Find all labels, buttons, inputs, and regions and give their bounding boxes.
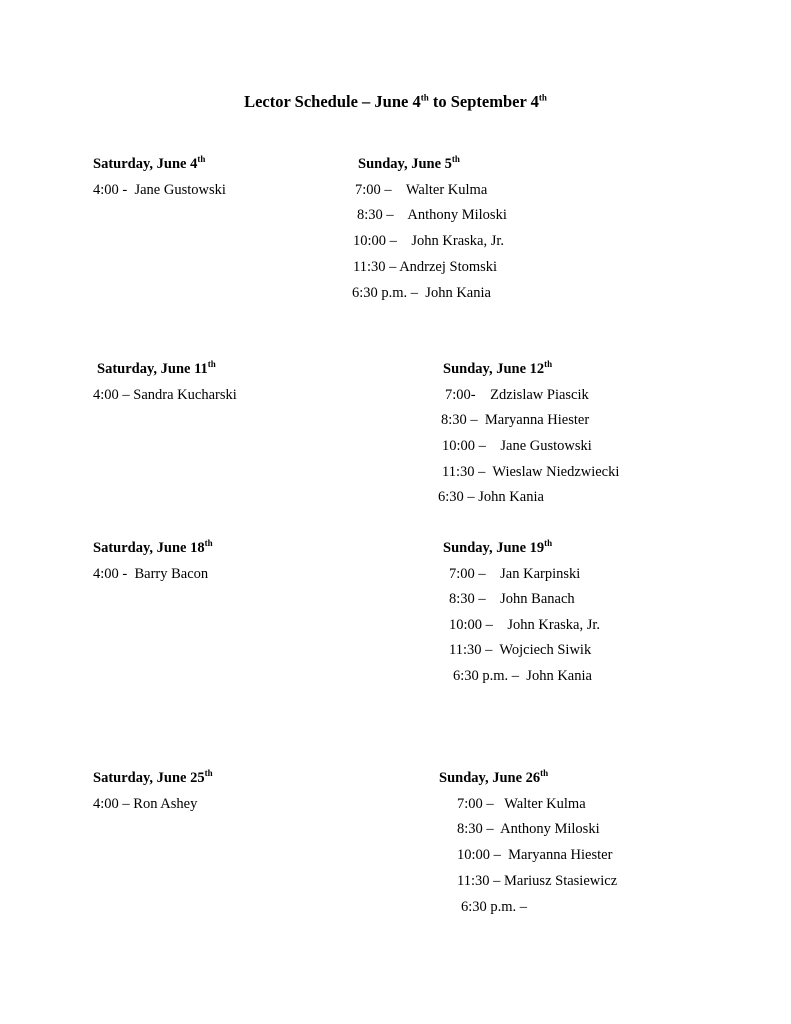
week-3-sunday-line-2: 8:30 – John Banach [449, 591, 575, 607]
week-3-sunday-line-5: 6:30 p.m. – John Kania [453, 668, 592, 684]
week-1-sunday-line-3: 10:00 – John Kraska, Jr. [353, 233, 505, 249]
week-2-sunday-line-3: 10:00 – Jane Gustowski [442, 438, 592, 454]
week-3-saturday-line-1: 4:00 - Barry Bacon [93, 566, 209, 582]
week-4-sunday-line-1: 7:00 – Walter Kulma [457, 796, 586, 812]
week-4-sunday-line-3: 10:00 – Maryanna Hiester [457, 847, 613, 863]
week-3-sunday-header: Sunday, June 19th [443, 538, 553, 556]
week-2-saturday-line-1: 4:00 – Sandra Kucharski [93, 387, 237, 403]
week-4-sunday-line-5: 6:30 p.m. – [461, 899, 528, 915]
week-3-saturday-header: Saturday, June 18th [93, 538, 213, 556]
week-4-saturday-header: Saturday, June 25th [93, 768, 213, 786]
week-1-sunday-line-4: 11:30 – Andrzej Stomski [353, 259, 498, 275]
week-2-sunday-line-1: 7:00- Zdzislaw Piascik [445, 387, 589, 403]
week-1-sunday-header: Sunday, June 5th [358, 154, 460, 172]
week-1-saturday-header: Saturday, June 4th [93, 154, 206, 172]
title-superscript-2: th [538, 92, 547, 103]
week-3-sunday-line-1: 7:00 – Jan Karpinski [449, 566, 581, 582]
week-1-sunday-line-5: 6:30 p.m. – John Kania [352, 285, 491, 301]
page-title [0, 92, 791, 112]
week-2-sunday-line-5: 6:30 – John Kania [438, 489, 544, 505]
week-3-sunday-line-3: 10:00 – John Kraska, Jr. [449, 617, 601, 633]
week-4-saturday-line-1: 4:00 – Ron Ashey [93, 796, 198, 812]
week-4-sunday-line-4: 11:30 – Mariusz Stasiewicz [457, 873, 618, 889]
title-text-part1: Lector Schedule – June 4 [244, 92, 421, 111]
title-text-part2: to September 4 [428, 92, 539, 111]
week-1-sunday-line-2: 8:30 – Anthony Miloski [357, 207, 507, 223]
week-2-saturday-header: Saturday, June 11th [97, 359, 216, 377]
week-1-sunday-line-1: 7:00 – Walter Kulma [355, 182, 488, 198]
week-1-saturday-line-1: 4:00 - Jane Gustowski [93, 182, 226, 198]
title-superscript-1: th [420, 92, 429, 103]
week-2-sunday-line-4: 11:30 – Wieslaw Niedzwiecki [442, 464, 620, 480]
week-4-sunday-line-2: 8:30 – Anthony Miloski [457, 821, 600, 837]
week-4-sunday-header: Sunday, June 26th [439, 768, 549, 786]
week-3-sunday-line-4: 11:30 – Wojciech Siwik [449, 642, 592, 658]
week-2-sunday-line-2: 8:30 – Maryanna Hiester [441, 412, 590, 428]
week-2-sunday-header: Sunday, June 12th [443, 359, 553, 377]
